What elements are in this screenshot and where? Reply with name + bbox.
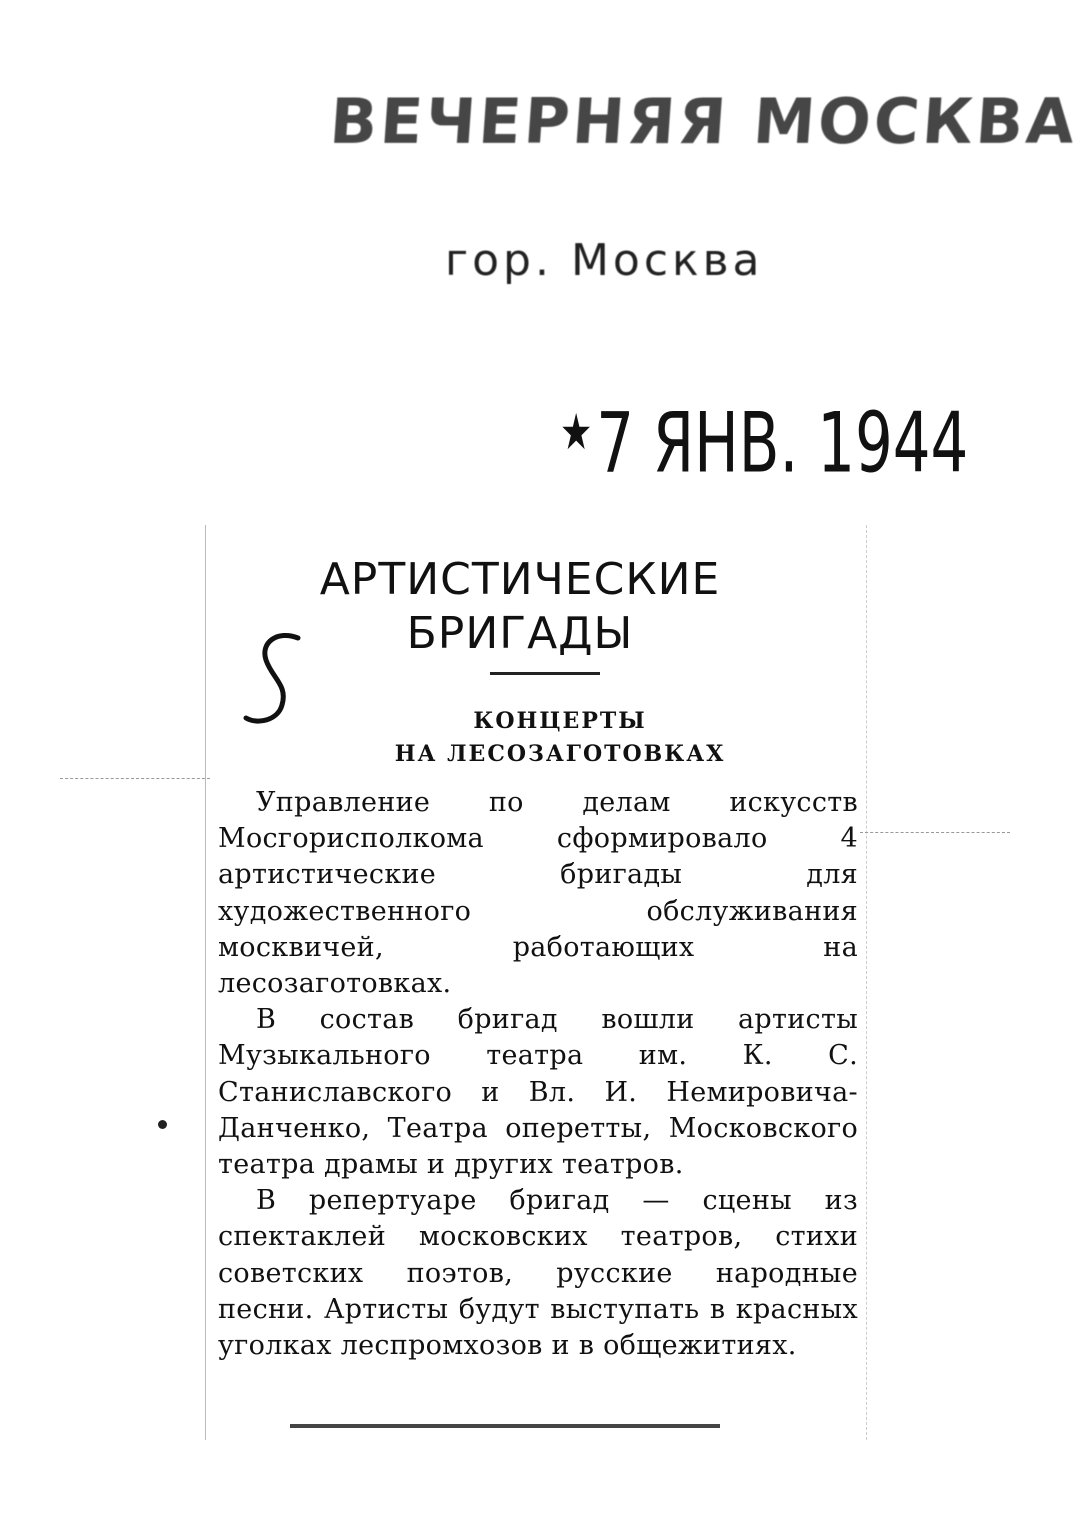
subhead-line-2: НА ЛЕСОЗАГОТОВКАХ [394,741,726,767]
subhead-line-1: КОНЦЕРТЫ [473,708,647,734]
bottom-rule [290,1424,720,1428]
city-stamp: гор. Москва [445,235,764,286]
date-text: 7 ЯНВ. 1944 [596,395,969,492]
headline-rule [490,672,600,675]
article-body [218,785,858,1364]
cut-line-left [60,778,210,779]
date-stamp [560,395,968,491]
article-paragraph-2: В состав бригад вошли артисты Музыкального театра им. К. С. Станиславского и Вл. И. Немировича-Данченко, Театра оперетты, Московского театра драмы и других театров. [218,1004,858,1181]
handwritten-mark [238,630,308,730]
headline-line-2: БРИГАДЫ [406,608,634,659]
cut-line-right [860,832,1010,833]
newspaper-name-stamp: ВЕЧЕРНЯЯ МОСКВА [327,85,1080,158]
article-paragraph-3: В репертуаре бригад — сцены из спектаклей московских театров, стихи советских поэтов, русские народные песни. Артисты будут выступать в красных уголках леспромхозов и в общежитиях. [218,1185,858,1362]
headline-line-1: АРТИСТИЧЕСКИЕ [319,554,721,605]
article-paragraph-1: Управление по делам искусств Мосгорисполкома сформировало 4 артистические бригады для художественного обслуживания москвичей, работающих на лесозаготовках. [218,787,858,1000]
star-icon: ★ [560,403,593,462]
punch-hole-dot [158,1120,167,1129]
